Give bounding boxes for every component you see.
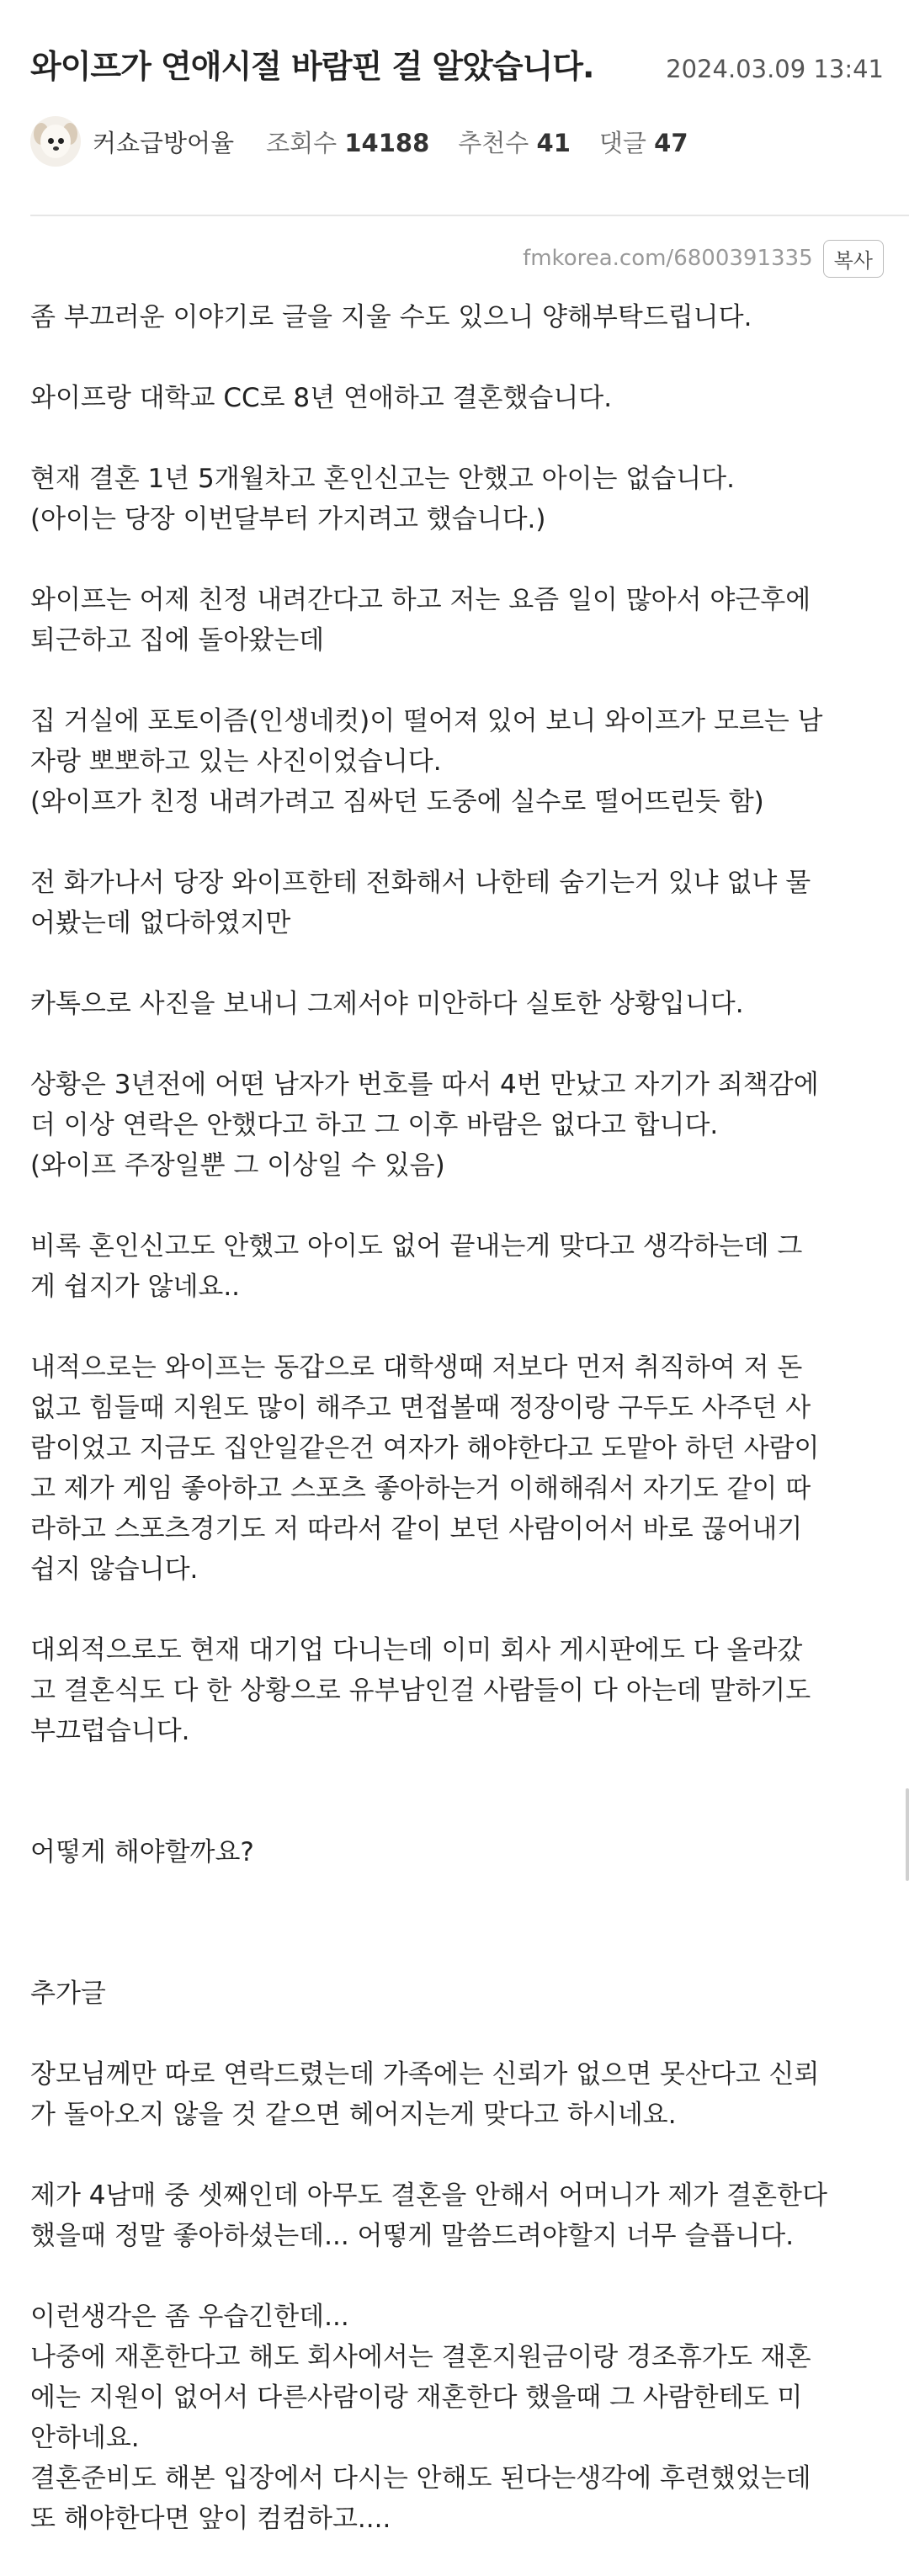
paragraph: 이런생각은 좀 우습긴한데... 나중에 재혼한다고 해도 회사에서는 결혼지원금이랑 경조휴가도 재혼 에는 지원이 없어서 다른사람이랑 재혼한다 했을때 그 사람한테도 미 안하네요. 결혼준비도 해본 입장에서 다시는 안해도 된다는생각에 후련했었는데 또 해야한다면 앞이 컴컴하고.... — [30, 2302, 811, 2534]
addendum-heading: 추가글 — [30, 1978, 106, 2009]
paragraph: 와이프는 어제 친정 내려간다고 하고 저는 요즘 일이 많아서 야근후에 퇴근하고 집에 돌아왔는데 — [30, 585, 811, 656]
comment-count-label: 댓글 — [598, 128, 646, 157]
avatar-face — [40, 125, 71, 158]
post-date: 2024.03.09 13:41 — [666, 55, 884, 83]
avatar-nose — [53, 146, 59, 151]
comment-count[interactable] — [599, 125, 688, 159]
author-nickname[interactable]: 커쇼급방어율 — [93, 128, 235, 157]
avatar-eye-right — [58, 138, 64, 144]
paragraph: 비록 혼인신고도 안했고 아이도 없어 끝내는게 맞다고 생각하는데 그 게 쉽지가 않네요.. — [30, 1231, 803, 1302]
post-body — [0, 297, 909, 2539]
comment-count-value: 47 — [654, 128, 688, 157]
post-header — [0, 0, 909, 87]
scrollbar[interactable] — [906, 1788, 909, 1881]
avatar[interactable] — [30, 116, 81, 167]
recommend-count-label: 추천수 — [458, 128, 529, 157]
post-url[interactable]: fmkorea.com/6800391335 — [523, 246, 813, 271]
recommend-count — [458, 125, 571, 159]
copy-url-button[interactable]: 복사 — [823, 240, 884, 278]
paragraph: 제가 4남매 중 셋째인데 아무도 결혼을 안해서 어머니가 제가 결혼한다 했을때 정말 좋아하셨는데... 어떻게 말씀드려야할지 너무 슬픕니다. — [30, 2180, 827, 2251]
paragraph: 현재 결혼 1년 5개월차고 혼인신고는 안했고 아이는 없습니다. (아이는 당장 이번달부터 가지려고 했습니다.) — [30, 464, 735, 534]
paragraph: 장모님께만 따로 연락드렸는데 가족에는 신뢰가 없으면 못산다고 신뢰 가 돌아오지 않을 것 같으면 헤어지는게 맞다고 하시네요. — [30, 2059, 820, 2130]
paragraph: 대외적으로도 현재 대기업 다니는데 이미 회사 게시판에도 다 올라갔 고 결혼식도 다 한 상황으로 유부남인걸 사람들이 다 아는데 말하기도 부끄럽습니다. — [30, 1635, 811, 1746]
paragraph: 전 화가나서 당장 와이프한테 전화해서 나한테 숨기는거 있냐 없냐 물 어봤는데 없다하였지만 — [30, 868, 811, 938]
avatar-eye-left — [48, 138, 54, 144]
paragraph: 집 거실에 포토이즘(인생네컷)이 떨어져 있어 보니 와이프가 모르는 남 자랑 뽀뽀하고 있는 사진이었습니다. (와이프가 친정 내려가려고 짐싸던 도중에 실수로 떨어뜨린듯 함) — [30, 706, 823, 817]
header-divider — [30, 215, 909, 216]
paragraph: 카톡으로 사진을 보내니 그제서야 미안하다 실토한 상황입니다. — [30, 989, 744, 1019]
paragraph: 내적으로는 와이프는 동갑으로 대학생때 저보다 먼저 취직하여 저 돈 없고 힘들때 지원도 많이 해주고 면접볼때 정장이랑 구두도 사주던 사 람이었고 지금도 집안일같은건 여자가 해야한다고 도맡아 하던 사람이 고 제가 게임 좋아하고 스포츠 좋아하는거 이해해줘서 자기도 같이 따 라하고 스포츠경기도 저 따라서 같이 보던 사람이어서 바로 끊어내기 쉽지 않습니다. — [30, 1352, 820, 1585]
post-url-row — [0, 240, 909, 277]
paragraph: 좀 부끄러운 이야기로 글을 지울 수도 있으니 양해부탁드립니다. — [30, 302, 752, 332]
paragraph: 어떻게 해야할까요? — [30, 1837, 254, 1867]
recommend-count-value: 41 — [536, 128, 571, 157]
post-meta — [0, 112, 909, 171]
paragraph: 와이프랑 대학교 CC로 8년 연애하고 결혼했습니다. — [30, 383, 613, 413]
view-count — [266, 125, 429, 159]
paragraph: 상황은 3년전에 어떤 남자가 번호를 따서 4번 만났고 자기가 죄책감에 더 이상 연락은 안했다고 하고 그 이후 바람은 없다고 합니다. (와이프 주장일뿐 그 이상일 수 있음) — [30, 1070, 819, 1181]
post-title: 와이프가 연애시절 바람핀 걸 알았습니다. — [30, 48, 594, 85]
view-count-value: 14188 — [344, 128, 430, 157]
view-count-label: 조회수 — [266, 128, 338, 157]
